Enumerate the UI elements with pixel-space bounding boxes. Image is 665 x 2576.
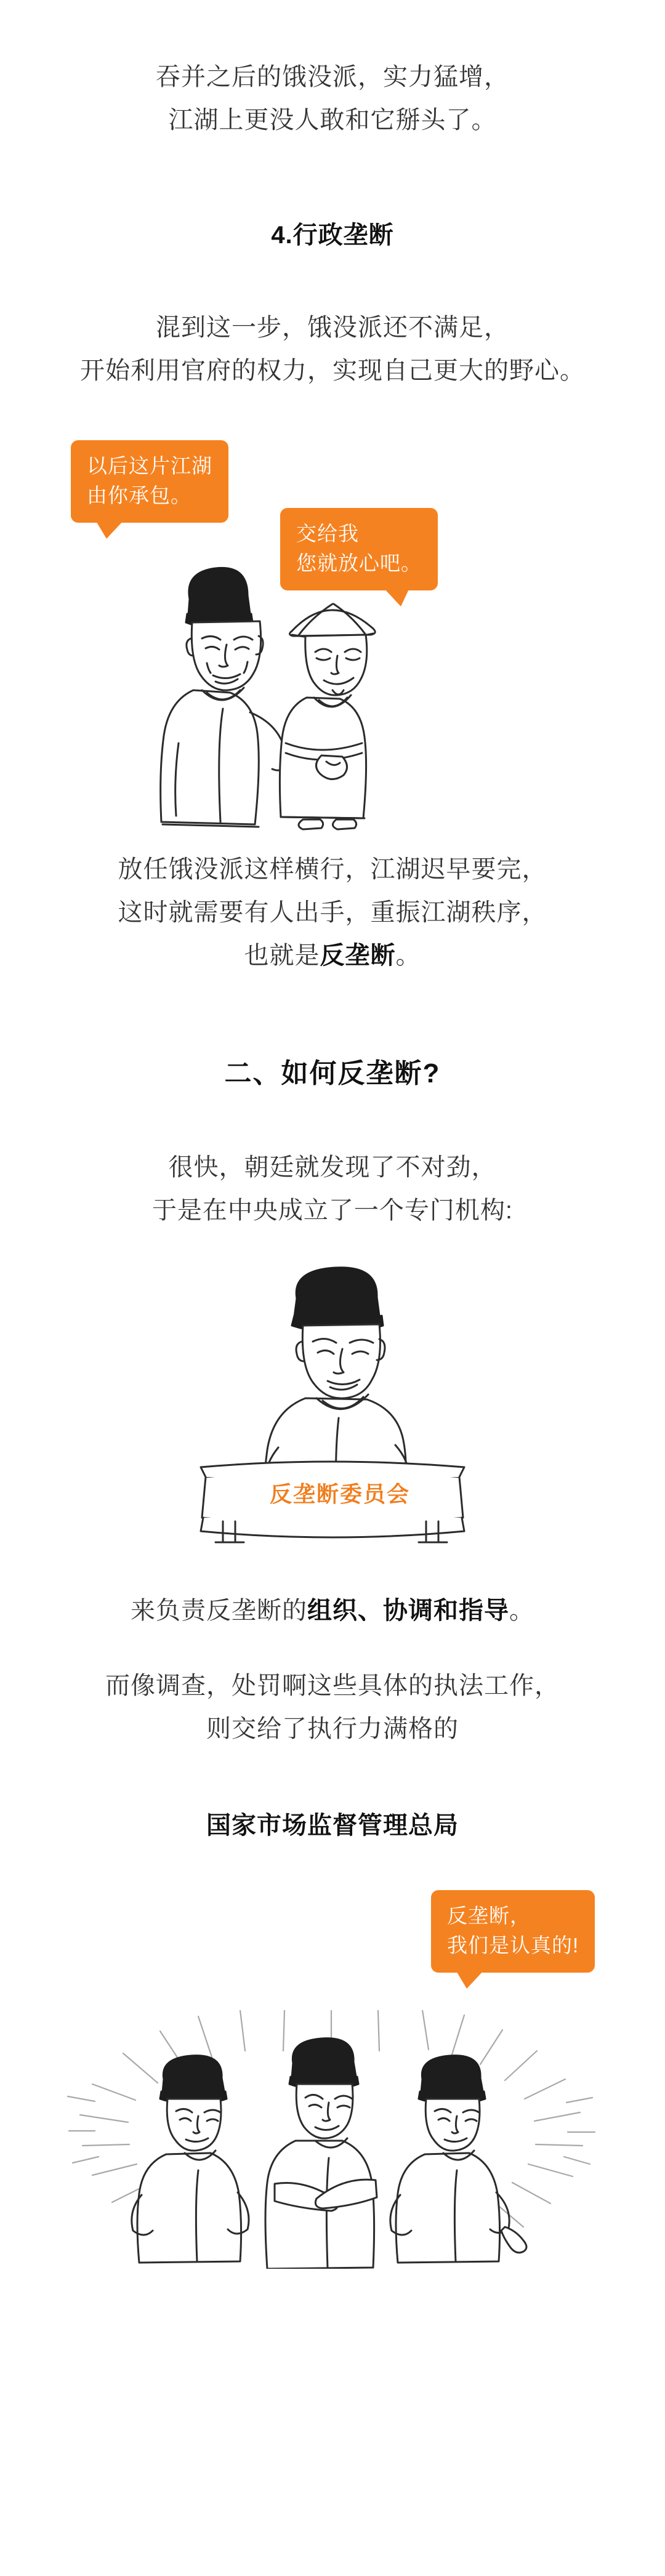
after-line-1-wrap <box>0 1589 665 1632</box>
caption-bold-term: 反垄断 <box>320 942 396 969</box>
scene-1-caption-line-3 <box>0 934 665 977</box>
after-suffix: 。 <box>509 1597 534 1624</box>
caption-prefix: 也就是 <box>244 942 320 969</box>
section-2-line-1: 很快，朝廷就发现了不对劲， <box>168 1154 497 1181</box>
drawing-three-officials <box>55 2010 610 2269</box>
bubble-tail-icon <box>95 520 124 539</box>
bubble-three-line-2: 我们是认真的! <box>447 1933 579 1957</box>
signboard-label: 反垄断委员会 <box>270 1481 411 1507</box>
bubble-three-line-1: 反垄断， <box>447 1904 531 1927</box>
spacer-mid-text <box>0 1632 665 1664</box>
section-4-paragraph <box>0 306 665 392</box>
caption-suffix: 。 <box>395 942 421 969</box>
spacer-before-org <box>0 1750 665 1806</box>
section-4-line-2: 开始利用官府的权力，实现自己更大的野心。 <box>80 357 585 384</box>
scene-1-caption-line-2: 这时就需要有人出手，重振江湖秩序， <box>118 899 547 926</box>
bubble-official-line-2: 由你承包。 <box>87 483 191 507</box>
section-2-line-2: 于是在中央成立了一个专门机构: <box>151 1197 514 1224</box>
spacer-after-section2-heading <box>0 1090 665 1146</box>
scene-1-caption <box>0 848 665 977</box>
bubble-official-line-1: 以后这片江湖 <box>87 454 212 477</box>
section-2-heading: 二、如何反垄断? <box>224 1058 441 1089</box>
after-prefix: 来负责反垄断的 <box>131 1597 307 1624</box>
spacer-before-section2 <box>0 977 665 1051</box>
spacer-after-intro <box>0 142 665 215</box>
section-2-paragraph <box>0 1146 665 1232</box>
drawing-two-men <box>142 558 486 848</box>
section-4-heading: 4.行政垄断 <box>271 222 394 249</box>
illustration-official-with-sign <box>0 1257 665 1589</box>
bubble-merchant-line-1: 交给我 <box>296 522 359 545</box>
section-4-line-1: 混到这一步，饿没派还不满足， <box>156 314 509 341</box>
organization-name: 国家市场监督管理总局 <box>206 1812 459 1839</box>
top-spacer <box>0 0 665 55</box>
illustration-official-and-merchant <box>0 417 665 848</box>
intro-line-1: 吞并之后的饿没派，实力猛增， <box>156 63 509 91</box>
after-bold-term: 组织、协调和指导 <box>307 1597 509 1624</box>
illustration-three-officials <box>0 1890 665 2272</box>
after-line-3: 则交给了执行力满格的 <box>206 1715 459 1742</box>
scene-2-after-line-1 <box>0 1589 665 1632</box>
intro-paragraph <box>0 55 665 142</box>
scene-2-after-paragraph <box>0 1664 665 1750</box>
intro-line-2: 江湖上更没人敢和它掰头了。 <box>168 107 497 134</box>
spacer-after-section4-heading <box>0 251 665 306</box>
bubble-tail-icon <box>456 1970 484 1989</box>
bubble-merchant-line-2: 您就放心吧。 <box>296 551 422 574</box>
scene-1-caption-line-1: 放任饿没派这样横行，江湖迟早要完， <box>118 856 547 883</box>
speech-bubble-three-officials <box>431 1890 595 1973</box>
speech-bubble-official <box>71 440 228 523</box>
after-line-2: 而像调查，处罚啊这些具体的执法工作， <box>105 1672 560 1699</box>
